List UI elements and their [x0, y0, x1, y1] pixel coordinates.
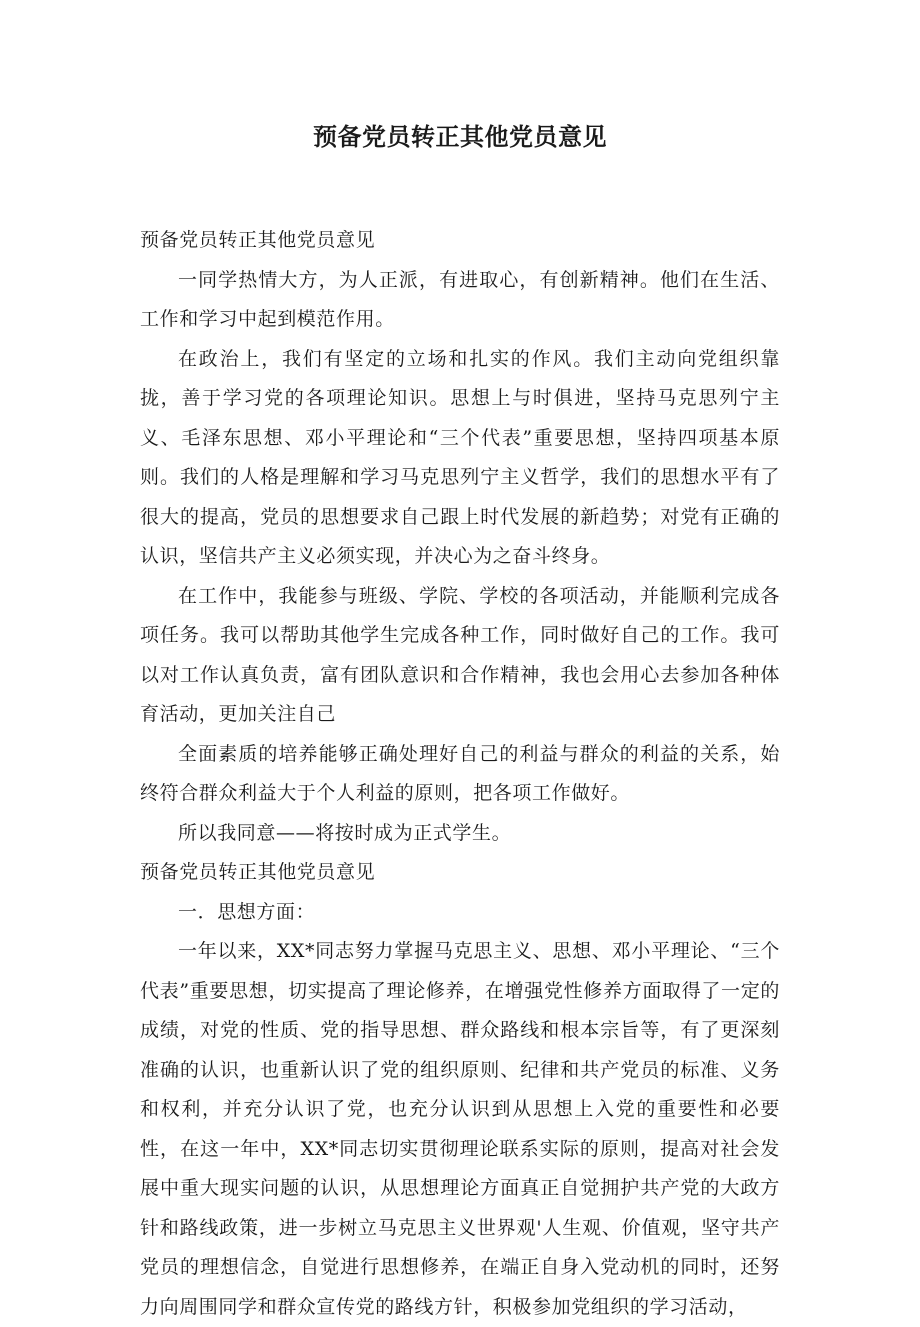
document-body	[140, 221, 780, 1327]
body-paragraph: 在政治上，我们有坚定的立场和扎实的作风。我们主动向党组织靠拢，善于学习党的各项理论知识。思想上与时俱进，坚持马克思列宁主义、毛泽东思想、邓小平理论和“三个代表”重要思想，坚持四项基本原则。我们的人格是理解和学习马克思列宁主义哲学，我们的思想水平有了很大的提高，党员的思想要求自己跟上时代发展的新趋势；对党有正确的认识，坚信共产主义必须实现，并决心为之奋斗终身。	[140, 347, 780, 567]
body-paragraph: 所以我同意——将按时成为正式学生。	[178, 821, 512, 844]
document-title: 预备党员转正其他党员意见	[313, 123, 607, 151]
section-heading: 预备党员转正其他党员意见	[140, 229, 376, 251]
body-paragraph: 在工作中，我能参与班级、学院、学校的各项活动，并能顺利完成各项任务。我可以帮助其他学生完成各种工作，同时做好自己的工作。我可以对工作认真负责，富有团队意识和合作精神，我也会用心去参加各种体育活动，更加关注自己	[140, 584, 780, 725]
subsection-heading: 一．思想方面：	[178, 900, 316, 923]
body-paragraph: 一年以来，XX*同志努力掌握马克思主义、思想、邓小平理论、“三个代表”重要思想，切实提高了理论修养，在增强党性修养方面取得了一定的成绩，对党的性质、党的指导思想、群众路线和根本宗旨等，有了更深刻准确的认识，也重新认识了党的组织原则、纪律和共产党员的标准、义务和权利，并充分认识了党，也充分认识到从思想上入党的重要性和必要性，在这一年中，XX*同志切实贯彻理论联系实际的原则，提高对社会发展中重大现实问题的认识，从思想理论方面真正自觉拥护共产党的大政方针和路线政策，进一步树立马克思主义世界观'人生观、价值观，坚守共产党员的理想信念，自觉进行思想修养，在端正自身入党动机的同时，还努力向周围同学和群众宣传党的路线方针，积极参加党组织的学习活动，	[140, 940, 780, 1318]
body-paragraph: 全面素质的培养能够正确处理好自己的利益与群众的利益的关系，始终符合群众利益大于个人利益的原则，把各项工作做好。	[140, 742, 780, 804]
section-heading: 预备党员转正其他党员意见	[140, 861, 376, 883]
body-paragraph: 一同学热情大方，为人正派，有进取心，有创新精神。他们在生活、工作和学习中起到模范作用。	[140, 268, 780, 330]
